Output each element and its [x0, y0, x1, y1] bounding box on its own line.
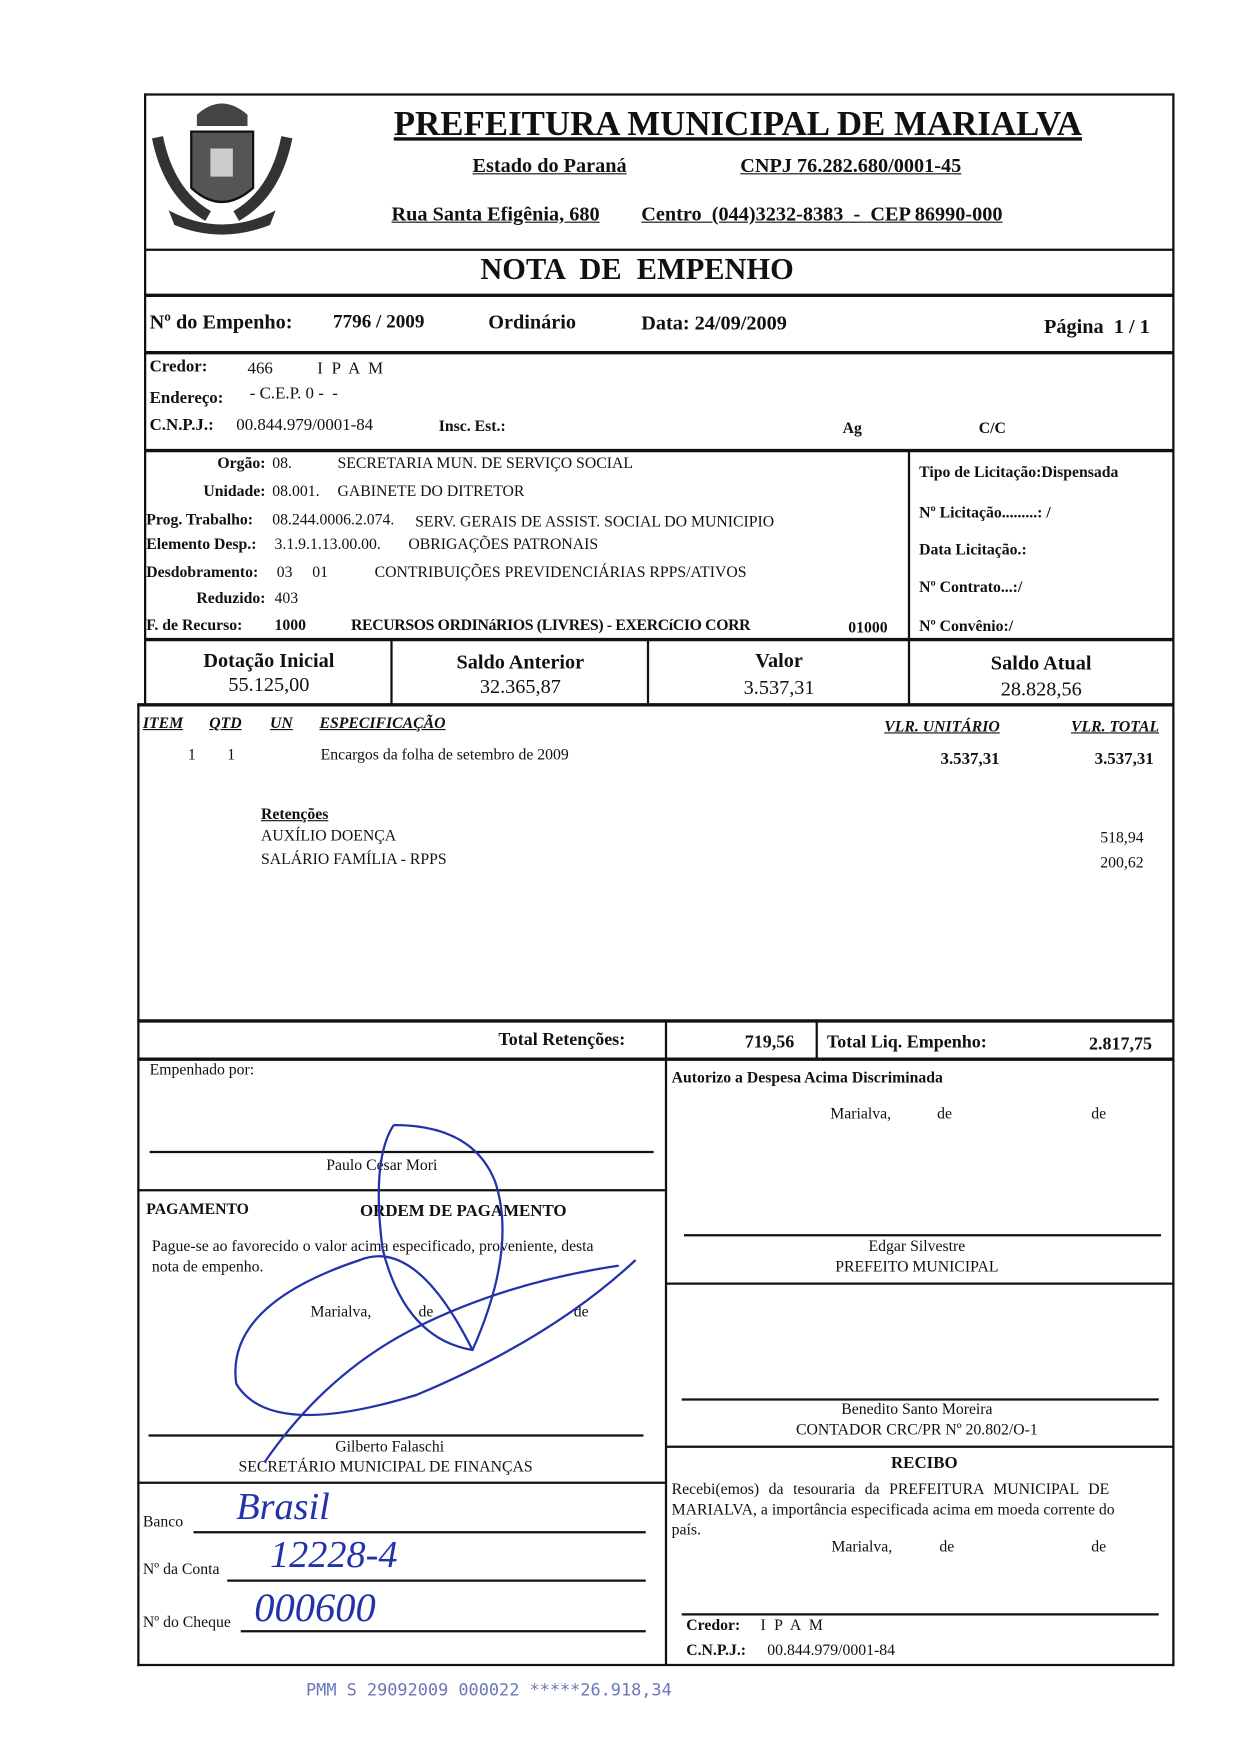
autorizo-label: Autorizo a Despesa Acima Discriminada — [671, 1069, 943, 1087]
endereco-value: - C.E.P. 0 - - — [249, 384, 338, 403]
payment-stamp: PMM S 29092009 000022 *****26.918,34 — [306, 1679, 672, 1700]
cnpj-label: C.N.P.J.: — [149, 416, 214, 435]
endereco-label: Endereço: — [149, 389, 224, 408]
recibo-text: Recebi(emos) da tesouraria da PREFEITURA MUNICIPAL DE — [671, 1481, 1110, 1499]
retencao-value: 200,62 — [1100, 855, 1144, 872]
divider — [666, 1446, 1175, 1448]
divider — [144, 294, 1175, 297]
retencao-name: AUXÍLIO DOENÇA — [261, 828, 397, 845]
col-header-qtd: QTD — [209, 715, 242, 733]
dotacao-label: Prog. Trabalho: — [146, 511, 254, 529]
divider — [144, 449, 1175, 452]
empenho-type: Ordinário — [488, 310, 577, 333]
empenho-label: Nº do Empenho: — [149, 310, 293, 333]
dotacao-label: Elemento Desp.: — [146, 536, 257, 554]
item-spec: Encargos da folha de setembro de 2009 — [320, 747, 569, 764]
city: Marialva, — [830, 1105, 892, 1123]
recibo-cnpj-label: C.N.P.J.: — [686, 1642, 747, 1660]
dotacao-inicial-value: 55.125,00 — [228, 672, 310, 696]
header-address: Rua Santa Efigênia, 680 — [391, 202, 600, 225]
dotacao-code: 403 — [274, 590, 299, 608]
ag-label: Ag — [842, 420, 862, 438]
signature-line — [682, 1398, 1159, 1400]
city: Marialva, — [310, 1303, 372, 1321]
dotacao-description: SERV. GERAIS DE ASSIST. SOCIAL DO MUNICIPIO — [415, 514, 775, 531]
contador-role: CONTADOR CRC/PR Nº 20.802/O-1 — [796, 1422, 1038, 1439]
item-qtd: 1 — [227, 747, 236, 764]
frame-top — [144, 93, 1175, 95]
date-de: de — [937, 1105, 952, 1123]
insc-label: Insc. Est.: — [438, 418, 506, 436]
recibo-text: país. — [671, 1522, 701, 1539]
recibo-title: RECIBO — [891, 1454, 958, 1473]
col-header-vlr-unitario: VLR. UNITÁRIO — [884, 718, 1000, 736]
valor-value: 3.537,31 — [743, 676, 815, 699]
conta-label: Nº da Conta — [142, 1561, 220, 1579]
date-de: de — [418, 1303, 434, 1321]
dotacao-description: SECRETARIA MUN. DE SERVIÇO SOCIAL — [337, 455, 633, 473]
dotacao-code: 08. — [272, 455, 292, 473]
dotacao-code: 08.244.0006.2.074. — [272, 511, 395, 529]
saldo-atual-value: 28.828,56 — [1000, 677, 1082, 700]
fonte-recurso-code: 01000 — [848, 619, 888, 637]
cheque-handwritten: 000600 — [254, 1585, 376, 1631]
recibo-cnpj: 00.844.979/0001-84 — [767, 1642, 896, 1660]
city: Marialva, — [831, 1539, 893, 1556]
handwritten-signature — [214, 1114, 642, 1474]
dotacao-code: 03 01 — [276, 564, 328, 582]
retencao-value: 518,94 — [1100, 830, 1144, 848]
divider — [816, 1020, 818, 1058]
numero-licitacao: Nº Licitação.........: / — [919, 505, 1051, 522]
dotacao-description: CONTRIBUIÇÕES PREVIDENCIÁRIAS RPPS/ATIVOS — [374, 564, 747, 582]
tipo-licitacao: Tipo de Licitação:Dispensada — [919, 464, 1119, 482]
dotacao-label: Unidade: — [203, 483, 266, 501]
total-liquido-value: 2.817,75 — [1089, 1035, 1152, 1055]
page-number: Página 1 / 1 — [1044, 315, 1150, 338]
date-de: de — [573, 1303, 589, 1321]
coat-of-arms-logo — [152, 92, 293, 244]
empenhado-por-name: Paulo César Mori — [326, 1157, 438, 1175]
header-contact: Centro (044)3232-8383 - CEP 86990-000 — [641, 202, 1003, 225]
date-de: de — [1091, 1539, 1107, 1556]
contador-name: Benedito Santo Moreira — [841, 1401, 993, 1419]
total-liquido-label: Total Liq. Empenho: — [826, 1032, 987, 1052]
retencao-name: SALÁRIO FAMÍLIA - RPPS — [261, 851, 447, 869]
banco-label: Banco — [142, 1514, 184, 1532]
retencoes-label: Retenções — [261, 806, 329, 824]
document-title: NOTA DE EMPENHO — [480, 252, 794, 286]
total-retencoes-value: 719,56 — [744, 1032, 795, 1052]
divider — [144, 249, 1175, 251]
divider — [137, 1482, 666, 1484]
divider — [144, 638, 1175, 641]
empenho-date: Data: 24/09/2009 — [641, 311, 787, 335]
date-de: de — [939, 1539, 955, 1556]
data-licitacao: Data Licitação.: — [919, 542, 1027, 560]
signature-line — [682, 1613, 1159, 1615]
dotacao-code: 3.1.9.1.13.00.00. — [274, 536, 381, 554]
empenhado-por-label: Empenhado por: — [149, 1062, 255, 1079]
divider — [137, 1019, 1174, 1022]
cnpj-value: 00.844.979/0001-84 — [236, 416, 374, 435]
date-de: de — [1091, 1105, 1107, 1123]
secretario-name: Gilberto Falaschi — [335, 1438, 445, 1456]
total-retencoes-label: Total Retenções: — [498, 1030, 626, 1050]
numero-convenio: Nº Convênio:/ — [919, 618, 1014, 636]
frame-right — [1172, 93, 1174, 1666]
cheque-line — [241, 1630, 646, 1632]
credor-label: Credor: — [149, 357, 208, 376]
frame-left-lower — [137, 704, 139, 1666]
header-state: Estado do Paraná — [472, 154, 627, 177]
pagamento-text: nota de empenho. — [151, 1258, 264, 1276]
col-header-vlr-total: VLR. TOTAL — [1071, 718, 1160, 736]
banco-handwritten: Brasil — [236, 1486, 330, 1528]
banco-line — [194, 1531, 646, 1533]
divider — [144, 351, 1175, 354]
item-unit-price: 3.537,31 — [940, 750, 1000, 769]
numero-contrato: Nº Contrato...:/ — [919, 579, 1023, 597]
col-header-un: UN — [270, 715, 293, 733]
dotacao-label: Reduzido: — [196, 590, 266, 608]
secretario-role: SECRETÁRIO MUNICIPAL DE FINANÇAS — [238, 1459, 533, 1476]
header-title: PREFEITURA MUNICIPAL DE MARIALVA — [393, 103, 1082, 143]
saldo-anterior-label: Saldo Anterior — [456, 650, 585, 673]
conta-handwritten: 12228-4 — [270, 1534, 398, 1577]
dotacao-inicial-label: Dotação Inicial — [203, 649, 335, 672]
cheque-label: Nº do Cheque — [142, 1614, 231, 1632]
dotacao-code: 08.001. — [272, 483, 320, 501]
recibo-text: MARIALVA, a importância especificada acima em moeda corrente do — [671, 1501, 1115, 1519]
divider — [137, 1058, 1174, 1061]
dotacao-label: Orgão: — [217, 455, 266, 473]
cc-label: C/C — [978, 420, 1006, 438]
frame-left — [144, 93, 146, 706]
header-cnpj: CNPJ 76.282.680/0001-45 — [740, 154, 962, 177]
credor-name: I P A M — [317, 360, 386, 378]
dotacao-description: GABINETE DO DITRETOR — [337, 483, 525, 501]
recibo-credor-label: Credor: — [686, 1617, 741, 1635]
saldo-atual-label: Saldo Atual — [990, 651, 1092, 674]
prefeito-role: PREFEITO MUNICIPAL — [835, 1258, 999, 1276]
prefeito-name: Edgar Silvestre — [868, 1238, 966, 1256]
dotacao-label: Desdobramento: — [146, 564, 259, 582]
dotacao-description: RECURSOS ORDINáRIOS (LIVRES) - EXERCíCIO CORR — [351, 617, 751, 635]
dotacao-code: 1000 — [274, 617, 306, 635]
pagamento-label: PAGAMENTO — [146, 1201, 249, 1219]
item-total: 3.537,31 — [1094, 750, 1154, 769]
col-header-especificacao: ESPECIFICAÇÃO — [319, 715, 446, 733]
dotacao-description: OBRIGAÇÕES PATRONAIS — [408, 536, 599, 554]
conta-line — [227, 1580, 646, 1582]
frame-bottom — [137, 1664, 1174, 1666]
valor-label: Valor — [755, 649, 803, 672]
pagamento-text: Pague-se ao favorecido o valor acima especificado, proveniente, desta — [151, 1238, 594, 1256]
col-header-item: ITEM — [142, 715, 184, 733]
item-number: 1 — [187, 747, 196, 764]
divider — [665, 1020, 667, 1665]
signature-line — [684, 1234, 1161, 1236]
empenho-number: 7796 / 2009 — [333, 310, 425, 332]
dotacao-label: F. de Recurso: — [146, 617, 243, 635]
divider — [666, 1283, 1175, 1285]
divider — [908, 450, 910, 639]
ordem-pagamento-label: ORDEM DE PAGAMENTO — [360, 1202, 567, 1221]
credor-code: 466 — [247, 360, 273, 378]
recibo-credor: I P A M — [760, 1617, 826, 1635]
saldo-anterior-value: 32.365,87 — [479, 675, 561, 698]
divider — [137, 703, 1174, 706]
